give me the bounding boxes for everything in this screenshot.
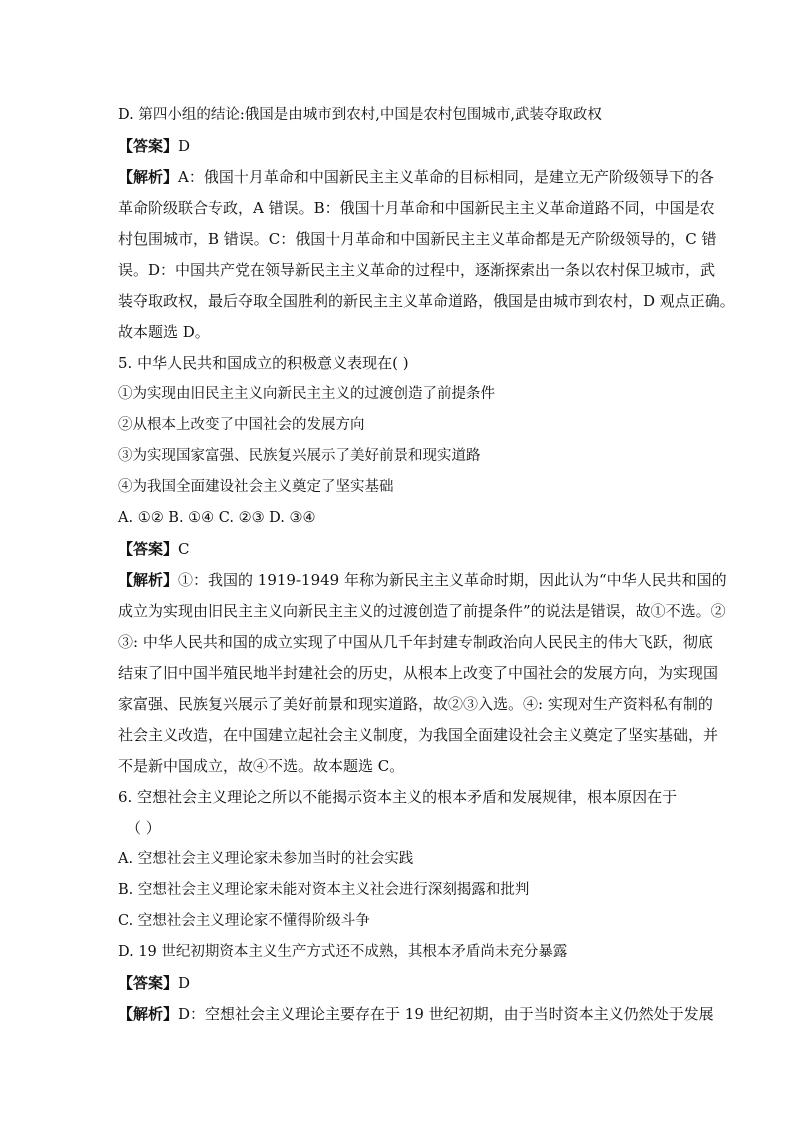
answer-value: D <box>178 137 191 155</box>
q5-item: ④为我国全面建设社会主义奠定了坚实基础 <box>118 479 394 495</box>
q5-analysis-line: 成立为实现由旧民主主义向新民主主义的过渡创造了前提条件”的说法是错误，故①不选。② <box>118 602 726 620</box>
q5-analysis-line: 家富强、民族复兴展示了美好前景和现实道路，故②③入选。④: 实现对生产资料私有制的 <box>118 695 713 713</box>
q4-analysis-line: 装夺取政权，最后夺取全国胜利的新民主主义革命道路，俄国是由城市到农村，D 观点正确。 <box>118 292 735 310</box>
q6-stem: 6. 空想社会主义理论之所以不能揭示资本主义的根本矛盾和发展规律，根本原因在于 <box>118 788 678 806</box>
q5-options: A. ①② B. ①④ C. ②③ D. ③④ <box>118 510 316 526</box>
q6-analysis-line: 【解析】D：空想社会主义理论主要存在于 19 世纪初期，由于当时资本主义仍然处于发展 <box>118 1005 714 1023</box>
answer-value: C <box>178 540 190 558</box>
q5-analysis-line: 结束了旧中国半殖民地半封建社会的历史，从根本上改变了中国社会的发展方向，为实现国 <box>118 664 719 682</box>
answer-value: D <box>178 974 191 992</box>
q4-answer <box>118 131 678 162</box>
q6-stem-blank: （ ） <box>126 819 161 837</box>
analysis-tag: 【解析】 <box>118 168 179 186</box>
q6-option-b: B. 空想社会主义理论家未能对资本主义社会进行深刻揭露和批判 <box>118 882 530 898</box>
q5-item: ②从根本上改变了中国社会的发展方向 <box>118 417 365 433</box>
q5-item: ①为实现由旧民主主义向新民主主义的过渡创造了前提条件 <box>118 386 495 402</box>
q4-analysis-line: 革命阶级联合专政，A 错误。B：俄国十月革命和中国新民主主义革命道路不同，中国是农 <box>118 199 715 217</box>
q5-answer <box>118 534 678 565</box>
answer-tag: 【答案】 <box>118 974 179 992</box>
q4-option-d: D. 第四小组的结论:俄国是由城市到农村,中国是农村包围城市,武装夺取政权 <box>118 107 602 123</box>
document-page <box>118 100 735 1030</box>
q5-analysis-line: ③: 中华人民共和国的成立实现了中国从几千年封建专制政治向人民民主的伟大飞跃，彻底 <box>118 633 713 651</box>
q4-analysis-line: 【解析】A：俄国十月革命和中国新民主主义革命的目标相同，是建立无产阶级领导下的各 <box>118 168 714 186</box>
q5-analysis-line: 不是新中国成立，故④不选。故本题选 C。 <box>118 757 405 775</box>
q5-item: ③为实现国家富强、民族复兴展示了美好前景和现实道路 <box>118 448 481 464</box>
q6-option-a: A. 空想社会主义理论家未参加当时的社会实践 <box>118 851 414 867</box>
q6-option-c: C. 空想社会主义理论家不懂得阶级斗争 <box>118 913 370 929</box>
q6-option-d: D. 19 世纪初期资本主义生产方式还不成熟，其根本矛盾尚未充分暴露 <box>118 944 568 960</box>
q4-analysis-line: 故本题选 D。 <box>118 323 210 341</box>
analysis-tag: 【解析】 <box>118 1005 179 1023</box>
q5-analysis-line: 【解析】①：我国的 1919-1949 年称为新民主主义革命时期，因此认为“中华人民共和国的 <box>118 571 727 589</box>
q4-analysis-line: 村包围城市，B 错误。C：俄国十月革命和中国新民主主义革命都是无产阶级领导的，C 错 <box>118 230 717 248</box>
answer-tag: 【答案】 <box>118 137 179 155</box>
analysis-tag: 【解析】 <box>118 571 179 589</box>
answer-tag: 【答案】 <box>118 540 179 558</box>
q5-analysis-line: 社会主义改造，在中国建立起社会主义制度，为我国全面建设社会主义奠定了坚实基础，并 <box>118 726 719 744</box>
q4-analysis-line: 误。D：中国共产党在领导新民主主义革命的过程中，逐渐探索出一条以农村保卫城市，武 <box>118 261 716 279</box>
q5-stem: 5. 中华人民共和国成立的积极意义表现在( ) <box>118 354 409 372</box>
q6-answer <box>118 968 678 999</box>
